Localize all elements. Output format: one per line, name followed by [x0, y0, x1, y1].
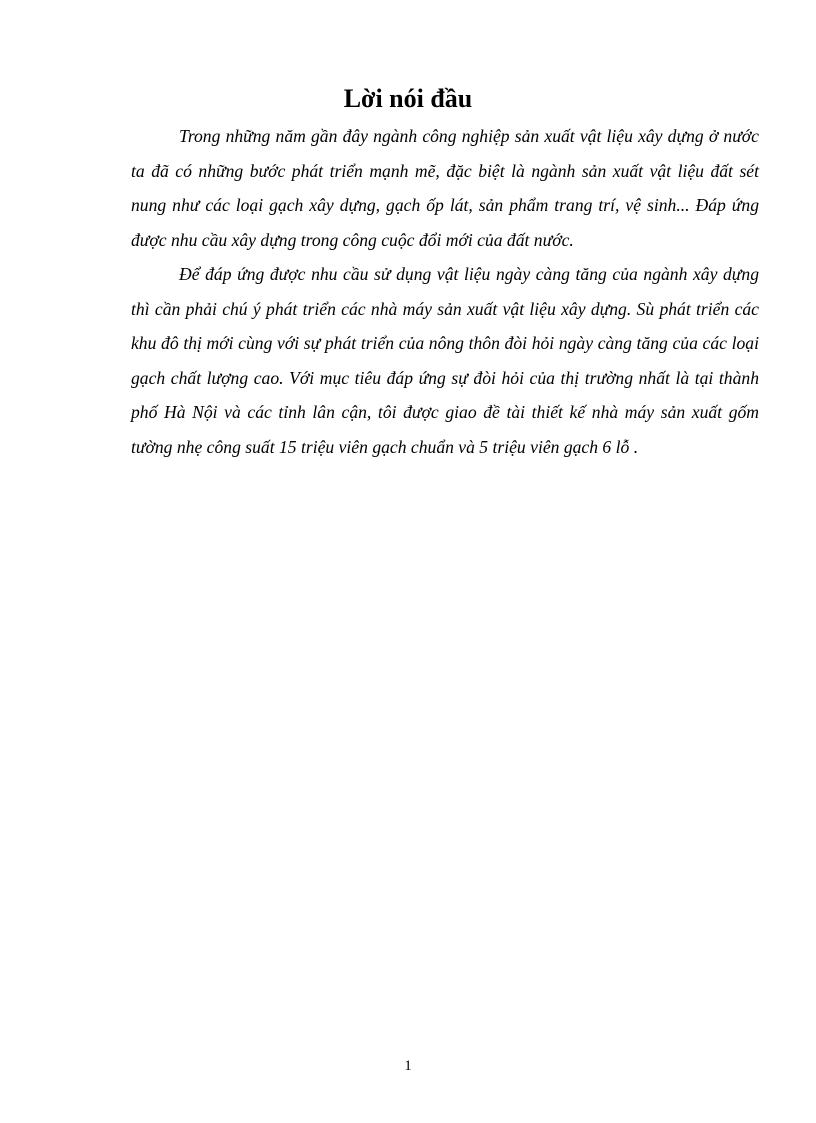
paragraph-1: Trong những năm gần đây ngành công nghiệp sản xuất vật liệu xây dựng ở nước ta đã có những bước phát triển mạnh mẽ, đặc biệt là ngành sản xuất vật liệu đất sét nung như các loại gạch xây dựng, gạch ốp lát, sản phẩm trang trí, vệ sinh... Đáp ứng được nhu cầu xây dựng trong công cuộc đổi mới của đất nước. [131, 126, 759, 250]
paragraph-2: Để đáp ứng được nhu cầu sử dụng vật liệu ngày càng tăng của ngành xây dựng thì cần phải chú ý phát triển các nhà máy sản xuất vật liệu xây dựng. Sù phát triển các khu đô thị mới cùng với sự phát triển của nông thôn đòi hỏi ngày càng tăng của các loại gạch chất lượng cao. Với mục tiêu đáp ứng sự đòi hỏi của thị trường nhất là tại thành phố Hà Nội và các tỉnh lân cận, tôi được giao đề tài thiết kế nhà máy sản xuất gốm tường nhẹ công suất 15 triệu viên gạch chuẩn và 5 triệu viên gạch 6 lỗ . [131, 264, 759, 457]
page-title: Lời nói đầu [343, 84, 473, 113]
body-text [131, 119, 759, 464]
page-number: 1 [404, 1058, 412, 1074]
